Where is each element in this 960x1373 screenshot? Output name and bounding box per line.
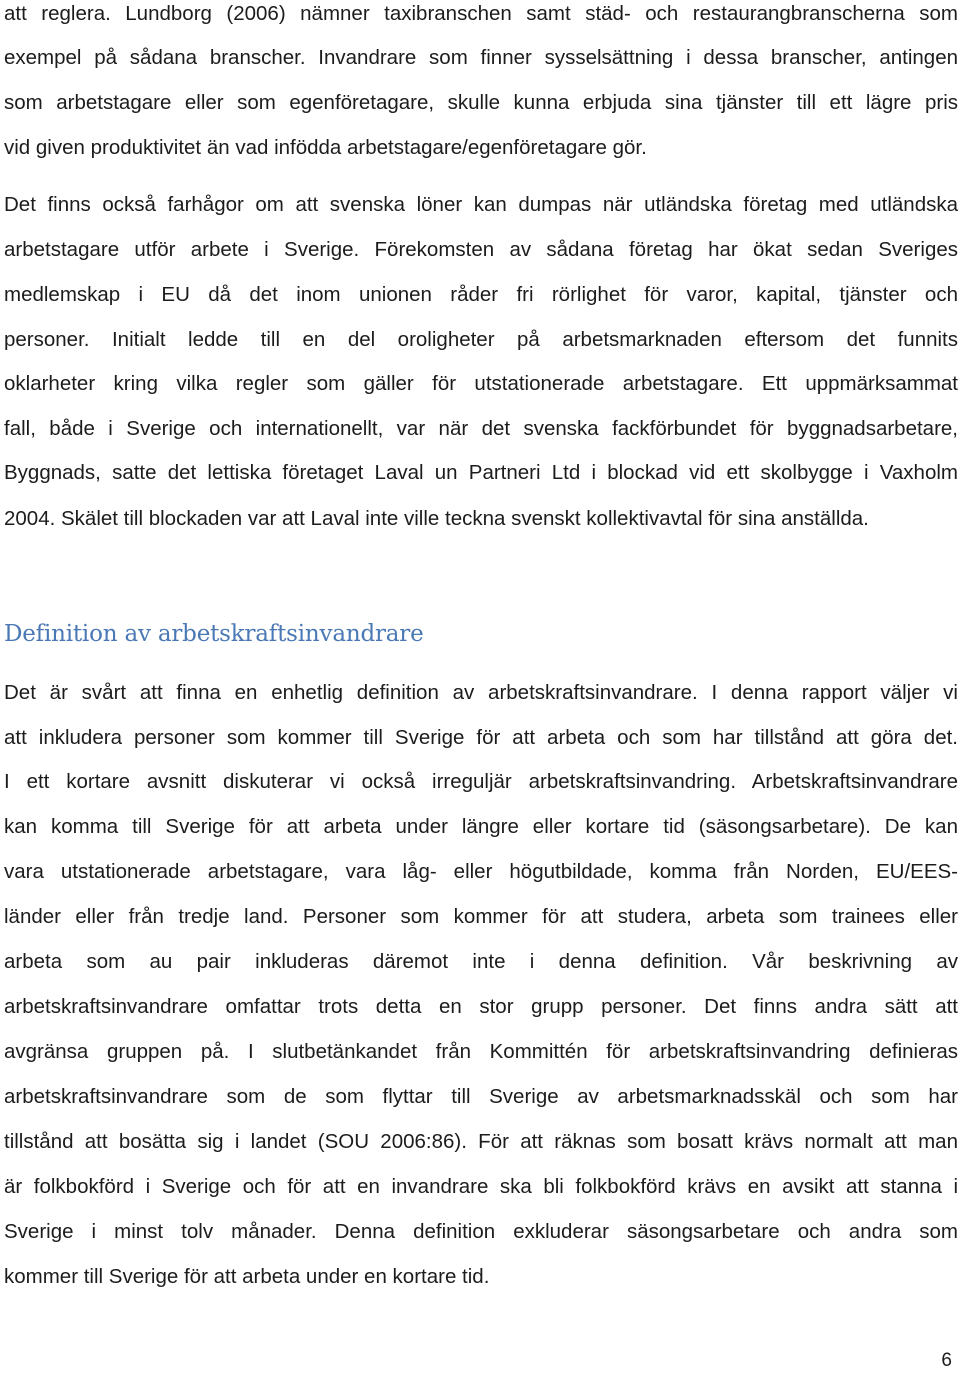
text-line: fall, både i Sverige och internationellt, var när det svenska fackförbundet för byggnadsarbetare, bbox=[4, 417, 958, 440]
text-line: tillstånd att bosätta sig i landet (SOU 2006:86). För att räknas som bosatt krävs normalt att man bbox=[4, 1130, 958, 1153]
text-line: medlemskap i EU då det inom unionen råder fri rörlighet för varor, kapital, tjänster och bbox=[4, 283, 958, 306]
text-line: Det är svårt att finna en enhetlig definition av arbetskraftsinvandrare. I denna rapport väljer vi bbox=[4, 681, 958, 704]
text-line: är folkbokförd i Sverige och för att en invandrare ska bli folkbokförd krävs en avsikt att stanna i bbox=[4, 1175, 958, 1198]
text-line: Sverige i minst tolv månader. Denna definition exkluderar säsongsarbetare och andra som bbox=[4, 1220, 958, 1243]
text-line: vid given produktivitet än vad infödda arbetstagare/egenföretagare gör. bbox=[4, 136, 647, 159]
text-line: arbeta som au pair inkluderas däremot inte i denna definition. Vår beskrivning av bbox=[4, 950, 958, 973]
text-line: Det finns också farhågor om att svenska löner kan dumpas när utländska företag med utländska bbox=[4, 193, 958, 216]
text-line: kan komma till Sverige för att arbeta under längre eller kortare tid (säsongsarbetare). De kan bbox=[4, 815, 958, 838]
page-number: 6 bbox=[941, 1350, 952, 1371]
text-line: I ett kortare avsnitt diskuterar vi också irreguljär arbetskraftsinvandring. Arbetskraftsinvandrare bbox=[4, 770, 958, 793]
text-line: Byggnads, satte det lettiska företaget Laval un Partneri Ltd i blockad vid ett skolbygge i Vaxholm bbox=[4, 461, 958, 484]
text-line: kommer till Sverige för att arbeta under en kortare tid. bbox=[4, 1265, 490, 1288]
text-line: vara utstationerade arbetstagare, vara låg- eller högutbildade, komma från Norden, EU/EES- bbox=[4, 860, 958, 883]
text-line: som arbetstagare eller som egenföretagare, skulle kunna erbjuda sina tjänster till ett lägre pris bbox=[4, 91, 958, 114]
text-line: att reglera. Lundborg (2006) nämner taxibranschen samt städ- och restaurangbranscherna som bbox=[4, 2, 958, 25]
text-line: arbetskraftsinvandrare omfattar trots detta en stor grupp personer. Det finns andra sätt att bbox=[4, 995, 958, 1018]
text-line: personer. Initialt ledde till en del oroligheter på arbetsmarknaden eftersom det funnits bbox=[4, 328, 958, 351]
section-heading: Definition av arbetskraftsinvandrare bbox=[4, 621, 424, 647]
text-line: att inkludera personer som kommer till Sverige för att arbeta och som har tillstånd att göra det. bbox=[4, 726, 958, 749]
text-line: avgränsa gruppen på. I slutbetänkandet från Kommittén för arbetskraftsinvandring definieras bbox=[4, 1040, 958, 1063]
text-line: arbetskraftsinvandrare som de som flyttar till Sverige av arbetsmarknadsskäl och som har bbox=[4, 1085, 958, 1108]
text-line: 2004. Skälet till blockaden var att Laval inte ville teckna svenskt kollektivavtal för sina anställda. bbox=[4, 507, 869, 530]
text-line: oklarheter kring vilka regler som gäller för utstationerade arbetstagare. Ett uppmärksammat bbox=[4, 372, 958, 395]
text-line: arbetstagare utför arbete i Sverige. Förekomsten av sådana företag har ökat sedan Sveriges bbox=[4, 238, 958, 261]
text-line: länder eller från tredje land. Personer som kommer för att studera, arbeta som trainees eller bbox=[4, 905, 958, 928]
text-line: exempel på sådana branscher. Invandrare som finner sysselsättning i dessa branscher, antingen bbox=[4, 46, 958, 69]
